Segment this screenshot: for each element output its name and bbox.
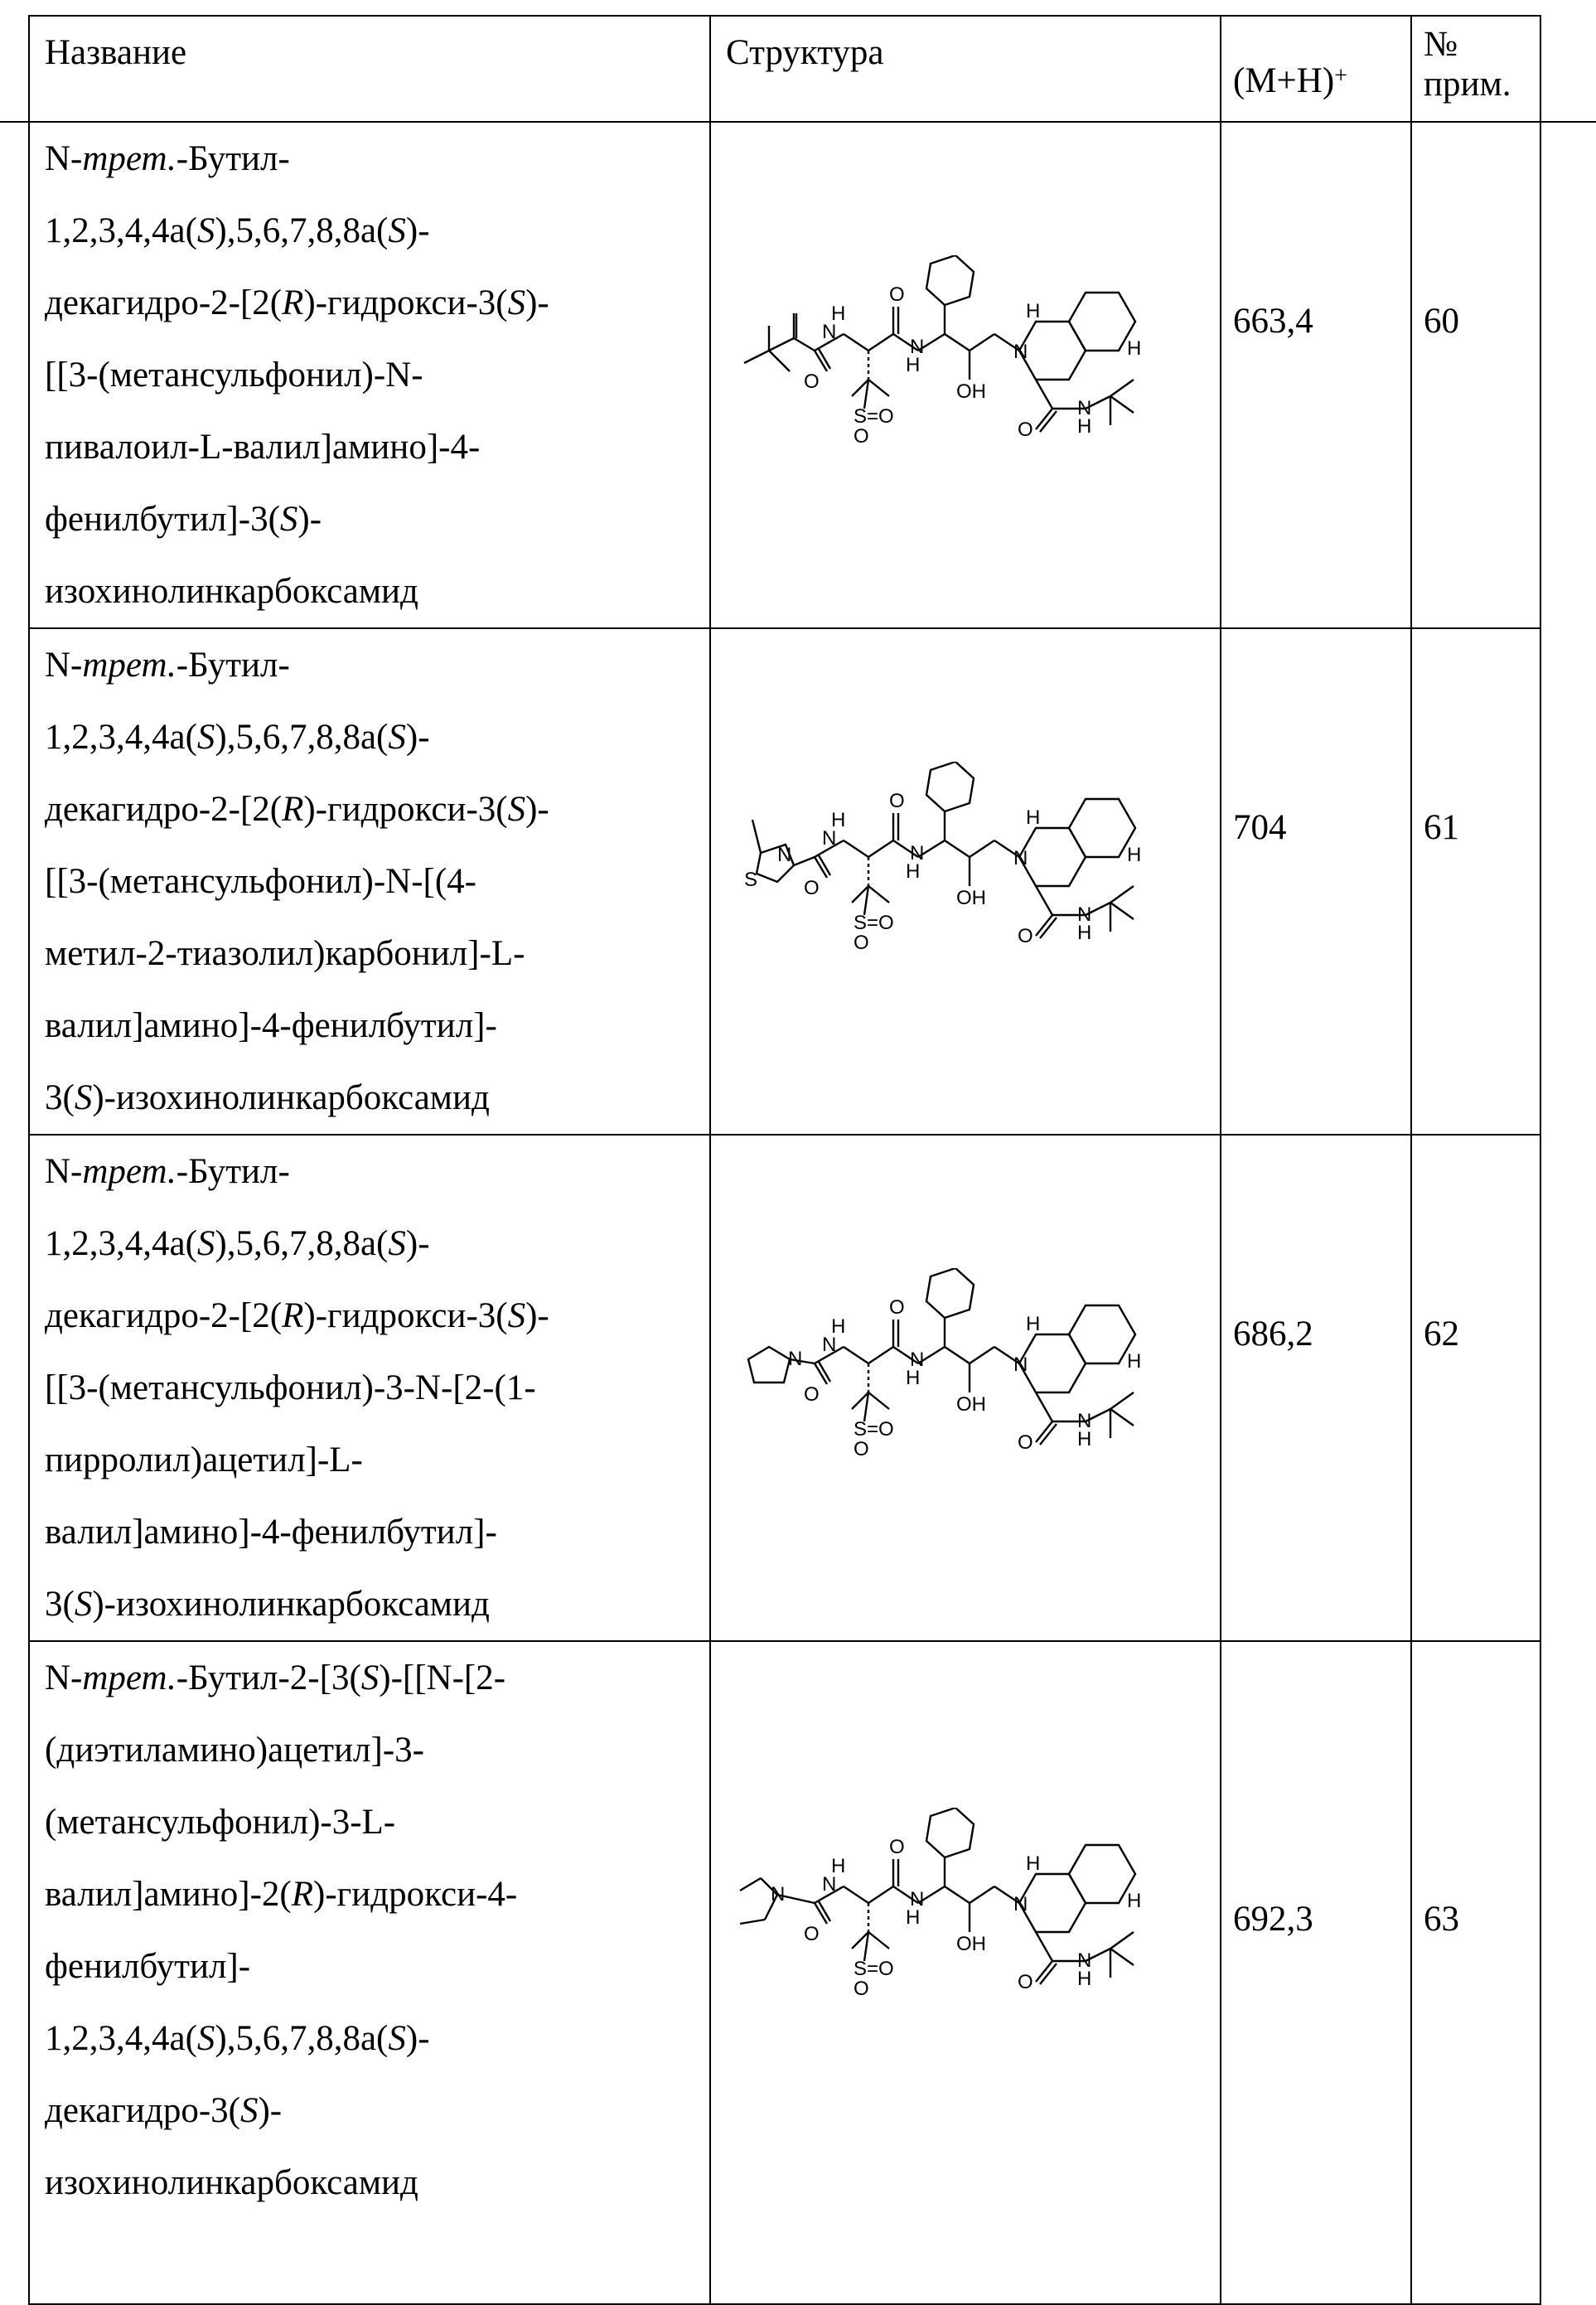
text-fragment: ),5,6,7,8,8a(	[215, 718, 389, 757]
atom-N: N	[1077, 903, 1092, 926]
name-line	[45, 2002, 709, 2075]
text-fragment: -Бутил-	[176, 1152, 290, 1191]
italic-fragment: трет.	[82, 1659, 177, 1697]
atom-O: O	[854, 425, 869, 448]
text-fragment: )-	[405, 2019, 430, 2058]
mass-cell	[1221, 628, 1411, 1135]
diethylaminoacetyl-structure-icon	[711, 1642, 1220, 2023]
atom-N: N	[822, 1334, 837, 1356]
atom-N: N	[788, 1348, 803, 1370]
atom-O: O	[854, 932, 869, 954]
example-abbrev: прим.	[1424, 65, 1511, 104]
number-sign: №	[1424, 25, 1458, 64]
header-row	[29, 16, 1540, 122]
header-mass	[1221, 16, 1411, 122]
table-row	[29, 1135, 1540, 1641]
name-line	[45, 411, 709, 483]
text-fragment: )-	[405, 211, 430, 250]
methylthiazole-structure-icon	[711, 629, 1220, 977]
atom-H: H	[906, 354, 921, 376]
atom-H: H	[1026, 806, 1041, 829]
atom-O: O	[854, 1438, 869, 1460]
atom-O: O	[804, 1383, 820, 1406]
atom-H: H	[1026, 1313, 1041, 1335]
italic-fragment: S	[239, 2091, 259, 2130]
atom-H: H	[1127, 844, 1142, 866]
mass-value: 692,3	[1233, 1900, 1313, 1939]
atom-N: N	[1013, 1353, 1028, 1376]
atom-N: N	[910, 1888, 925, 1910]
text-fragment: -Бутил-2-[3(	[176, 1659, 361, 1697]
text-fragment: )-	[258, 2091, 283, 2130]
text-fragment: пивалоил-L-валил]амино]-4-	[45, 428, 481, 467]
name-line	[45, 629, 709, 701]
atom-O: O	[1018, 1431, 1033, 1454]
sulfonyl: S=O	[854, 912, 894, 934]
name-line	[45, 1280, 709, 1352]
text-fragment: )-	[525, 790, 549, 829]
text-fragment: )-гидрокси-3(	[303, 1296, 508, 1335]
compound-name	[29, 122, 710, 628]
text-fragment: декагидро-2-[2(	[45, 1296, 283, 1335]
atom-H: H	[1026, 1852, 1041, 1875]
atom-N: N	[771, 1883, 786, 1905]
example-number: 63	[1424, 1900, 1459, 1939]
text-fragment: N-	[45, 646, 83, 685]
atom-H: H	[831, 303, 846, 325]
atom-H: H	[1077, 415, 1092, 438]
atom-H: H	[1127, 1890, 1142, 1912]
text-fragment: валил]амино]-4-фенилбутил]-	[45, 1513, 497, 1552]
atom-N: N	[822, 321, 837, 343]
name-line	[45, 1642, 709, 1714]
text-fragment: изохинолинкарбоксамид	[45, 2163, 418, 2202]
compound-name	[29, 1641, 710, 2304]
name-line	[45, 267, 709, 339]
atom-N: N	[1077, 1949, 1092, 1972]
name-line	[45, 555, 709, 627]
text-fragment: валил]амино]-2(	[45, 1875, 292, 1914]
italic-fragment: S	[74, 1585, 93, 1624]
text-fragment: )-	[525, 1296, 549, 1335]
text-fragment: N-	[45, 1659, 83, 1697]
name-line	[45, 483, 709, 555]
tert-butyl-amide-pivaloyl-structure-icon	[711, 123, 1220, 471]
atom-H: H	[906, 1367, 921, 1389]
name-line	[45, 1858, 709, 1930]
text-fragment: (диэтиламино)ацетил]-3-	[45, 1731, 424, 1770]
text-fragment: )-гидрокси-3(	[303, 283, 508, 322]
italic-fragment: R	[282, 283, 304, 322]
italic-fragment: S	[279, 500, 298, 539]
atom-H: H	[1127, 1350, 1142, 1373]
atom-N: N	[1077, 1410, 1092, 1432]
text-fragment: [[3-(метансульфонил)-3-N-[2-(1-	[45, 1368, 536, 1407]
hydroxyl: OH	[956, 887, 986, 909]
text-fragment: )-изохинолинкарбоксамид	[92, 1078, 490, 1117]
text-fragment: )-	[297, 500, 322, 539]
text-fragment: ),5,6,7,8,8a(	[215, 211, 389, 250]
text-fragment: )-	[525, 283, 549, 322]
name-line	[45, 339, 709, 411]
atom-N: N	[910, 336, 925, 358]
atom-N: N	[822, 1873, 837, 1896]
text-fragment: 1,2,3,4,4a(	[45, 2019, 197, 2058]
atom-N: N	[1013, 341, 1028, 363]
text-fragment: )-	[405, 718, 430, 757]
text-fragment: 1,2,3,4,4a(	[45, 211, 197, 250]
mass-label: (M+H)	[1233, 61, 1335, 100]
atom-O: O	[889, 283, 905, 306]
italic-fragment: трет.	[82, 646, 177, 685]
italic-fragment: трет.	[82, 139, 177, 178]
atom-O: O	[1018, 925, 1033, 947]
text-fragment: декагидро-2-[2(	[45, 283, 283, 322]
italic-fragment: S	[388, 2019, 406, 2058]
atom-S: S	[744, 869, 758, 891]
italic-fragment: S	[388, 1224, 406, 1263]
structure-drawing	[728, 1808, 1238, 2023]
hydroxyl: OH	[956, 1933, 986, 1955]
text-fragment: N-	[45, 1152, 83, 1191]
text-fragment: )-гидрокси-4-	[313, 1875, 518, 1914]
italic-fragment: S	[196, 718, 215, 757]
atom-H: H	[831, 1315, 846, 1338]
sulfonyl: S=O	[854, 405, 894, 428]
text-fragment: [[3-(метансульфонил)-N-[(4-	[45, 862, 476, 901]
italic-fragment: S	[196, 1224, 215, 1263]
atom-H: H	[1077, 1968, 1092, 1990]
atom-N: N	[910, 842, 925, 864]
structure-cell	[710, 1641, 1221, 2304]
name-line	[45, 2075, 709, 2147]
table-row	[29, 1641, 1540, 2304]
italic-fragment: трет.	[82, 1152, 177, 1191]
text-fragment: -Бутил-	[176, 646, 290, 685]
italic-fragment: S	[507, 790, 526, 829]
atom-H: H	[1077, 922, 1092, 944]
text-fragment: )-	[405, 1224, 430, 1263]
compound-name	[29, 1135, 710, 1641]
example-number: 61	[1424, 808, 1459, 847]
atom-N: N	[1013, 847, 1028, 869]
example-number-cell	[1411, 628, 1540, 1135]
atom-H: H	[906, 1906, 921, 1929]
atom-N: N	[777, 844, 792, 866]
table-row	[29, 122, 1540, 628]
atom-O: O	[889, 1836, 905, 1858]
italic-fragment: S	[507, 283, 526, 322]
structure-drawing	[728, 255, 1238, 471]
italic-fragment: S	[360, 1659, 380, 1697]
text-fragment: )-гидрокси-3(	[303, 790, 508, 829]
name-line	[45, 701, 709, 773]
mass-value: 663,4	[1233, 302, 1313, 341]
example-number: 60	[1424, 302, 1459, 341]
name-line	[45, 1568, 709, 1640]
structure-cell	[710, 628, 1221, 1135]
compounds-table	[28, 15, 1541, 2305]
hydroxyl: OH	[956, 380, 986, 403]
name-line	[45, 195, 709, 267]
text-fragment: N-	[45, 139, 83, 178]
atom-H: H	[831, 809, 846, 831]
atom-H: H	[831, 1855, 846, 1877]
italic-fragment: S	[507, 1296, 526, 1335]
name-line	[45, 1136, 709, 1208]
text-fragment: метил-2-тиазолил)карбонил]-L-	[45, 934, 525, 973]
structure-drawing	[728, 762, 1238, 977]
mass-value: 686,2	[1233, 1315, 1313, 1353]
atom-H: H	[906, 860, 921, 883]
name-line	[45, 1930, 709, 2002]
header-example-number	[1411, 16, 1540, 122]
hydroxyl: OH	[956, 1393, 986, 1416]
atom-N: N	[1077, 397, 1092, 419]
text-fragment: )-[[N-[2-	[379, 1659, 506, 1697]
mass-value: 704	[1233, 808, 1287, 847]
name-line	[45, 990, 709, 1062]
structure-drawing	[728, 1268, 1238, 1484]
text-fragment: 1,2,3,4,4a(	[45, 1224, 197, 1263]
name-line	[45, 2147, 709, 2219]
atom-O: O	[804, 877, 820, 899]
mass-cell	[1221, 122, 1411, 628]
italic-fragment: R	[282, 1296, 304, 1335]
example-number-cell	[1411, 1135, 1540, 1641]
italic-fragment: S	[196, 2019, 215, 2058]
text-fragment: (метансульфонил)-3-L-	[45, 1803, 396, 1842]
sulfonyl: S=O	[854, 1958, 894, 1980]
sulfonyl: S=O	[854, 1418, 894, 1441]
text-fragment: фенилбутил]-3(	[45, 500, 280, 539]
italic-fragment: S	[388, 718, 406, 757]
atom-O: O	[889, 1296, 905, 1319]
text-fragment: 3(	[45, 1585, 75, 1624]
example-number-cell	[1411, 1641, 1540, 2304]
atom-O: O	[804, 370, 820, 393]
table-row	[29, 628, 1540, 1135]
atom-O: O	[1018, 1971, 1033, 1993]
example-number: 62	[1424, 1315, 1459, 1353]
text-fragment: декагидро-2-[2(	[45, 790, 283, 829]
italic-fragment: S	[74, 1078, 93, 1117]
name-line	[45, 845, 709, 918]
text-fragment: фенилбутил]-	[45, 1947, 251, 1986]
name-line	[45, 1062, 709, 1134]
atom-H: H	[1077, 1428, 1092, 1450]
text-fragment: -Бутил-	[176, 139, 290, 178]
text-fragment: )-изохинолинкарбоксамид	[92, 1585, 490, 1624]
italic-fragment: S	[388, 211, 406, 250]
name-line	[45, 918, 709, 990]
name-line	[45, 1786, 709, 1858]
atom-O: O	[1018, 419, 1033, 441]
text-fragment: [[3-(метансульфонил)-N-	[45, 356, 423, 395]
name-line	[45, 1496, 709, 1568]
name-line	[45, 123, 709, 195]
italic-fragment: R	[282, 790, 304, 829]
compound-name	[29, 628, 710, 1135]
text-fragment: 1,2,3,4,4a(	[45, 718, 197, 757]
atom-H: H	[1127, 337, 1142, 360]
text-fragment: пирролил)ацетил]-L-	[45, 1441, 363, 1479]
name-line	[45, 1208, 709, 1280]
example-number-cell	[1411, 122, 1540, 628]
header-structure: Структура	[710, 16, 1221, 122]
pyrrolylacetyl-structure-icon	[711, 1136, 1220, 1484]
italic-fragment: R	[291, 1875, 314, 1914]
text-fragment: 3(	[45, 1078, 75, 1117]
atom-N: N	[910, 1349, 925, 1371]
atom-N: N	[822, 827, 837, 850]
text-fragment: валил]амино]-4-фенилбутил]-	[45, 1006, 497, 1045]
text-fragment: декагидро-3(	[45, 2091, 240, 2130]
mass-cell	[1221, 1641, 1411, 2304]
italic-fragment: S	[196, 211, 215, 250]
text-fragment: ),5,6,7,8,8a(	[215, 2019, 389, 2058]
structure-cell	[710, 1135, 1221, 1641]
name-line	[45, 1424, 709, 1496]
name-line	[45, 773, 709, 845]
atom-H: H	[1026, 300, 1041, 322]
name-line	[45, 1352, 709, 1424]
header-name: Название	[29, 16, 710, 122]
mass-superscript: +	[1334, 63, 1347, 89]
text-fragment: ),5,6,7,8,8a(	[215, 1224, 389, 1263]
atom-O: O	[804, 1923, 820, 1945]
mass-cell	[1221, 1135, 1411, 1641]
atom-N: N	[1013, 1893, 1028, 1915]
structure-cell	[710, 122, 1221, 628]
text-fragment: изохинолинкарбоксамид	[45, 572, 418, 611]
name-line	[45, 1714, 709, 1786]
atom-O: O	[854, 1978, 869, 2000]
atom-O: O	[889, 790, 905, 812]
